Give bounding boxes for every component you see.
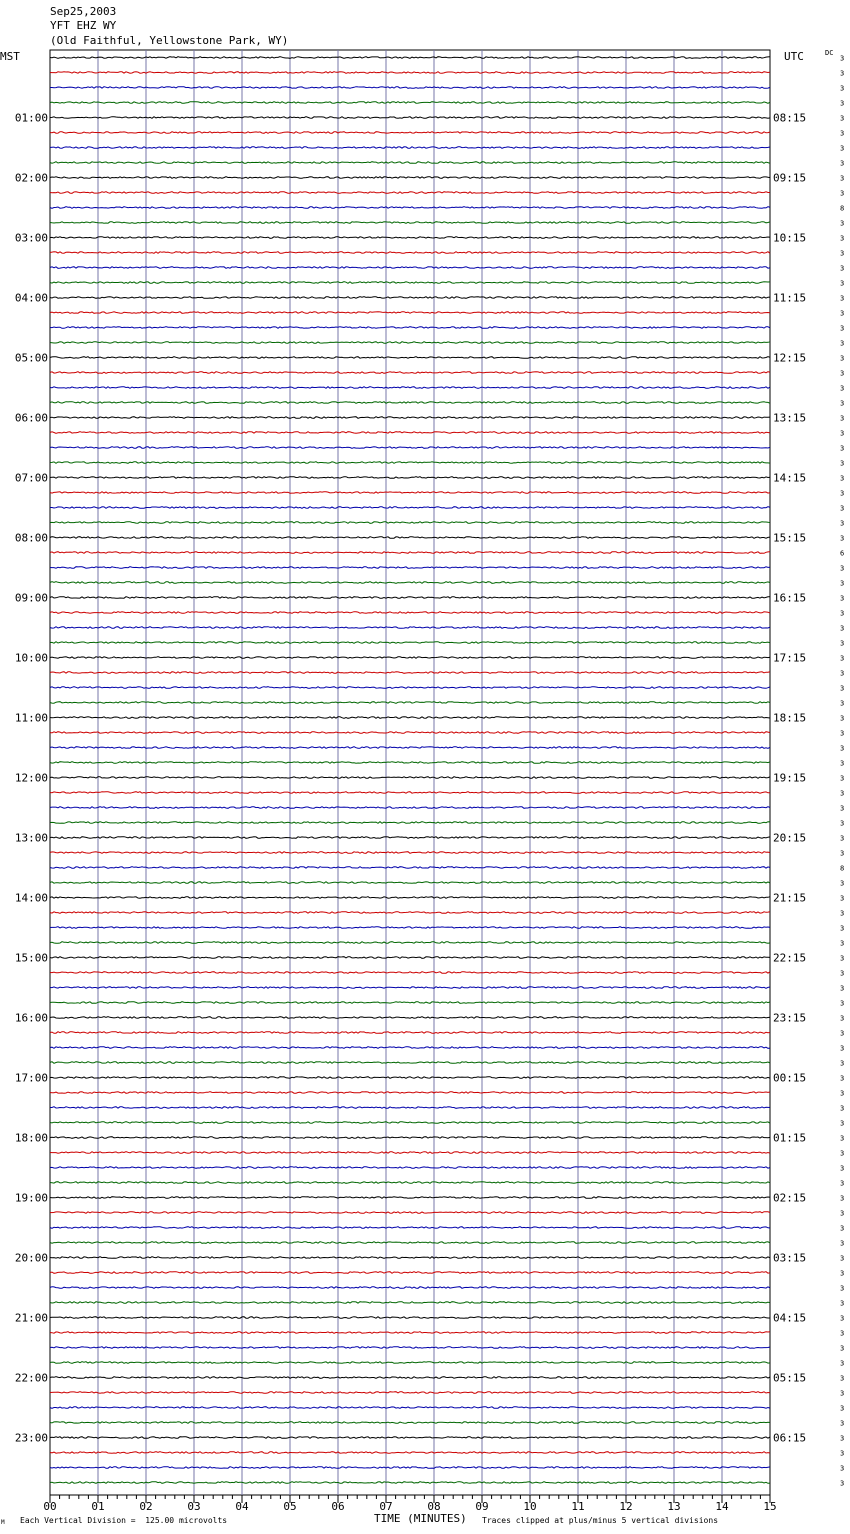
seismic-trace <box>50 1437 770 1439</box>
left-hour-label: 15:00 <box>14 951 48 965</box>
dc-value: 3 <box>840 1479 845 1488</box>
left-hour-label: 12:00 <box>14 771 48 785</box>
left-hour-label: 07:00 <box>14 471 48 485</box>
seismic-trace <box>50 417 770 419</box>
dc-value: 3 <box>840 144 845 153</box>
seismic-trace <box>50 1032 770 1034</box>
seismic-trace <box>50 357 770 359</box>
dc-value: 3 <box>840 249 845 258</box>
seismic-trace <box>50 822 770 824</box>
seismic-trace <box>50 1002 770 1004</box>
left-hour-label: 22:00 <box>14 1371 48 1385</box>
seismic-trace <box>50 1407 770 1409</box>
seismic-trace <box>50 462 770 464</box>
x-tick-label: 05 <box>283 1500 297 1513</box>
dc-value: 3 <box>840 54 845 63</box>
seismic-trace <box>50 432 770 434</box>
seismic-trace <box>50 1122 770 1124</box>
right-hour-label: 08:15 <box>773 111 807 125</box>
left-hour-label: 17:00 <box>14 1071 48 1085</box>
seismic-trace <box>50 387 770 389</box>
seismic-trace <box>50 1362 770 1364</box>
x-tick-label: 10 <box>523 1500 537 1513</box>
dc-value: 3 <box>840 309 845 318</box>
seismic-trace <box>50 672 770 674</box>
seismic-trace <box>50 1302 770 1304</box>
seismic-trace <box>50 87 770 89</box>
right-hour-label: 14:15 <box>773 471 807 485</box>
right-hour-label: 20:15 <box>773 831 807 845</box>
seismic-trace <box>50 162 770 164</box>
left-hour-label: 23:00 <box>14 1431 48 1445</box>
seismic-trace <box>50 372 770 374</box>
seismic-trace <box>50 1152 770 1154</box>
x-tick-label: 11 <box>571 1500 585 1513</box>
seismic-trace <box>50 1332 770 1334</box>
seismic-trace <box>50 642 770 644</box>
right-hour-label: 04:15 <box>773 1311 807 1325</box>
seismic-trace <box>50 1392 770 1394</box>
clip-note: Traces clipped at plus/minus 5 vertical divisions <box>482 1516 719 1525</box>
left-hour-label: 05:00 <box>14 351 48 365</box>
seismic-trace <box>50 567 770 569</box>
left-hour-label: 20:00 <box>14 1251 48 1265</box>
seismic-trace <box>50 1212 770 1214</box>
right-hour-label: 02:15 <box>773 1191 807 1205</box>
dc-value: 3 <box>840 594 845 603</box>
seismic-trace <box>50 1287 770 1289</box>
dc-value: 3 <box>840 354 845 363</box>
left-hour-label: 08:00 <box>14 531 48 545</box>
seismic-trace <box>50 987 770 989</box>
seismic-trace <box>50 222 770 224</box>
dc-value: 3 <box>840 669 845 678</box>
dc-header-label: DC <box>825 49 834 57</box>
seismic-trace <box>50 1272 770 1274</box>
dc-value: 3 <box>840 1434 845 1443</box>
left-hour-label: 01:00 <box>14 111 48 125</box>
dc-value: 3 <box>840 444 845 453</box>
seismic-trace <box>50 177 770 179</box>
dc-value: 3 <box>840 294 845 303</box>
dc-value: 3 <box>840 1344 845 1353</box>
dc-value: 3 <box>840 1299 845 1308</box>
dc-value: 3 <box>840 1449 845 1458</box>
seismic-trace <box>50 477 770 479</box>
dc-value: 3 <box>840 1119 845 1128</box>
seismic-trace <box>50 882 770 884</box>
seismic-trace <box>50 522 770 524</box>
seismic-trace <box>50 852 770 854</box>
dc-value: 3 <box>840 654 845 663</box>
right-hour-label: 03:15 <box>773 1251 807 1265</box>
seismic-trace <box>50 1467 770 1469</box>
seismic-trace <box>50 552 770 554</box>
dc-value: 3 <box>840 714 845 723</box>
left-hour-label: 13:00 <box>14 831 48 845</box>
dc-value: 3 <box>840 564 845 573</box>
seismic-trace <box>50 1482 770 1484</box>
dc-value: 3 <box>840 834 845 843</box>
dc-value: 3 <box>840 954 845 963</box>
seismic-trace <box>50 267 770 269</box>
right-hour-label: 00:15 <box>773 1071 807 1085</box>
dc-value: 3 <box>840 789 845 798</box>
x-tick-label: 04 <box>235 1500 249 1513</box>
seismic-trace <box>50 327 770 329</box>
dc-value: 3 <box>840 1209 845 1218</box>
seismic-trace <box>50 1017 770 1019</box>
dc-value: 3 <box>840 1419 845 1428</box>
dc-value: 8 <box>840 204 845 213</box>
dc-value: 3 <box>840 129 845 138</box>
dc-value: 3 <box>840 414 845 423</box>
seismic-trace <box>50 612 770 614</box>
left-hour-label: 14:00 <box>14 891 48 905</box>
seismic-trace <box>50 912 770 914</box>
seismic-trace <box>50 192 770 194</box>
seismic-trace <box>50 117 770 119</box>
dc-value: 3 <box>840 114 845 123</box>
seismic-trace <box>50 1197 770 1199</box>
seismic-trace <box>50 732 770 734</box>
left-hour-label: 04:00 <box>14 291 48 305</box>
dc-value: 3 <box>840 1089 845 1098</box>
dc-value: 3 <box>840 504 845 513</box>
dc-value: 3 <box>840 429 845 438</box>
dc-value: 3 <box>840 399 845 408</box>
seismic-trace <box>50 57 770 59</box>
seismic-trace <box>50 702 770 704</box>
seismic-trace <box>50 402 770 404</box>
seismic-trace <box>50 492 770 494</box>
seismic-trace <box>50 237 770 239</box>
right-hour-label: 13:15 <box>773 411 807 425</box>
dc-value: 3 <box>840 759 845 768</box>
right-hour-label: 12:15 <box>773 351 807 365</box>
dc-value: 3 <box>840 189 845 198</box>
x-tick-label: 07 <box>379 1500 393 1513</box>
left-hour-label: 11:00 <box>14 711 48 725</box>
seismic-trace <box>50 537 770 539</box>
seismic-trace <box>50 1092 770 1094</box>
left-hour-label: 18:00 <box>14 1131 48 1145</box>
dc-value: 3 <box>840 999 845 1008</box>
dc-value: 3 <box>840 324 845 333</box>
right-hour-label: 22:15 <box>773 951 807 965</box>
left-timezone-label: MST <box>0 50 20 63</box>
dc-value: 3 <box>840 279 845 288</box>
seismic-trace <box>50 972 770 974</box>
seismic-trace <box>50 867 770 869</box>
dc-value: 3 <box>840 1164 845 1173</box>
dc-value: 3 <box>840 699 845 708</box>
station-location: (Old Faithful, Yellowstone Park, WY) <box>50 34 289 47</box>
left-hour-label: 10:00 <box>14 651 48 665</box>
right-hour-label: 17:15 <box>773 651 807 665</box>
seismic-trace <box>50 252 770 254</box>
x-tick-label: 12 <box>619 1500 633 1513</box>
seismic-trace <box>50 1107 770 1109</box>
right-hour-label: 15:15 <box>773 531 807 545</box>
dc-value: 3 <box>840 1194 845 1203</box>
seismic-trace <box>50 102 770 104</box>
dc-value: 3 <box>840 684 845 693</box>
seismic-trace <box>50 687 770 689</box>
vertical-scale-note: Each Vertical Division = 125.00 microvolts <box>20 1516 228 1525</box>
seismic-trace <box>50 342 770 344</box>
dc-value: 3 <box>840 519 845 528</box>
dc-value: 3 <box>840 819 845 828</box>
left-hour-label: 16:00 <box>14 1011 48 1025</box>
dc-value: 3 <box>840 804 845 813</box>
right-hour-label: 18:15 <box>773 711 807 725</box>
seismic-trace <box>50 657 770 659</box>
right-hour-label: 10:15 <box>773 231 807 245</box>
dc-value: 3 <box>840 1224 845 1233</box>
seismic-trace <box>50 1167 770 1169</box>
dc-value: 3 <box>840 174 845 183</box>
dc-value: 3 <box>840 624 845 633</box>
dc-value: 3 <box>840 1239 845 1248</box>
dc-value: 3 <box>840 384 845 393</box>
x-tick-label: 06 <box>331 1500 345 1513</box>
dc-value: 3 <box>840 744 845 753</box>
right-hour-label: 16:15 <box>773 591 807 605</box>
corner-mark: M <box>1 1519 5 1526</box>
x-axis-title: TIME (MINUTES) <box>374 1512 467 1525</box>
seismic-trace <box>50 897 770 899</box>
dc-value: 3 <box>840 1059 845 1068</box>
dc-value: 3 <box>840 1389 845 1398</box>
seismic-trace <box>50 1317 770 1319</box>
left-hour-label: 06:00 <box>14 411 48 425</box>
dc-value: 3 <box>840 159 845 168</box>
right-hour-label: 06:15 <box>773 1431 807 1445</box>
right-timezone-label: UTC <box>784 50 804 63</box>
left-hour-label: 21:00 <box>14 1311 48 1325</box>
dc-value: 3 <box>840 1044 845 1053</box>
dc-value: 3 <box>840 1179 845 1188</box>
dc-value: 3 <box>840 639 845 648</box>
left-hour-label: 09:00 <box>14 591 48 605</box>
dc-value: 3 <box>840 474 845 483</box>
dc-value: 3 <box>840 459 845 468</box>
seismic-trace <box>50 447 770 449</box>
dc-value: 3 <box>840 1014 845 1023</box>
right-hour-label: 05:15 <box>773 1371 807 1385</box>
x-tick-label: 09 <box>475 1500 489 1513</box>
seismic-trace <box>50 297 770 299</box>
seismic-trace <box>50 942 770 944</box>
dc-value: 3 <box>840 924 845 933</box>
right-hour-label: 23:15 <box>773 1011 807 1025</box>
dc-value: 3 <box>840 609 845 618</box>
dc-value: 3 <box>840 489 845 498</box>
dc-value: 3 <box>840 264 845 273</box>
station-code: YFT EHZ WY <box>50 19 117 32</box>
seismic-trace <box>50 1062 770 1064</box>
x-tick-label: 00 <box>43 1500 57 1513</box>
seismic-trace <box>50 762 770 764</box>
seismic-trace <box>50 1137 770 1139</box>
seismic-trace <box>50 507 770 509</box>
seismic-trace <box>50 957 770 959</box>
seismic-trace <box>50 1377 770 1379</box>
seismic-trace <box>50 792 770 794</box>
seismic-trace <box>50 807 770 809</box>
dc-value: 3 <box>840 1149 845 1158</box>
dc-value: 3 <box>840 1314 845 1323</box>
x-tick-label: 15 <box>763 1500 777 1513</box>
dc-value: 3 <box>840 1029 845 1038</box>
seismic-trace <box>50 1242 770 1244</box>
x-tick-label: 01 <box>91 1500 105 1513</box>
dc-value: 3 <box>840 1104 845 1113</box>
seismic-trace <box>50 72 770 74</box>
dc-value: 3 <box>840 1269 845 1278</box>
dc-value: 3 <box>840 1329 845 1338</box>
dc-value: 3 <box>840 369 845 378</box>
seismic-trace <box>50 1077 770 1079</box>
x-tick-label: 03 <box>187 1500 201 1513</box>
right-hour-label: 01:15 <box>773 1131 807 1145</box>
dc-value: 3 <box>840 1404 845 1413</box>
dc-value: 3 <box>840 84 845 93</box>
dc-value: 3 <box>840 234 845 243</box>
dc-value: 3 <box>840 774 845 783</box>
seismic-trace <box>50 1347 770 1349</box>
seismic-trace <box>50 132 770 134</box>
dc-value: 3 <box>840 729 845 738</box>
seismic-trace <box>50 627 770 629</box>
seismic-trace <box>50 837 770 839</box>
dc-value: 3 <box>840 1359 845 1368</box>
left-hour-label: 03:00 <box>14 231 48 245</box>
seismic-trace <box>50 1422 770 1424</box>
dc-value: 3 <box>840 1074 845 1083</box>
seismic-trace <box>50 1257 770 1259</box>
x-tick-label: 14 <box>715 1500 729 1513</box>
left-hour-label: 19:00 <box>14 1191 48 1205</box>
right-hour-label: 19:15 <box>773 771 807 785</box>
seismic-trace <box>50 777 770 779</box>
seismic-trace <box>50 147 770 149</box>
dc-value: 3 <box>840 534 845 543</box>
dc-value: 3 <box>840 1254 845 1263</box>
seismic-trace <box>50 1452 770 1454</box>
right-hour-label: 09:15 <box>773 171 807 185</box>
plot-date: Sep25,2003 <box>50 5 117 18</box>
dc-value: 3 <box>840 909 845 918</box>
dc-value: 3 <box>840 1284 845 1293</box>
right-hour-label: 11:15 <box>773 291 807 305</box>
dc-value: 3 <box>840 969 845 978</box>
seismic-trace <box>50 282 770 284</box>
dc-value: 3 <box>840 339 845 348</box>
dc-value: 3 <box>840 984 845 993</box>
dc-value: 3 <box>840 1464 845 1473</box>
seismic-trace <box>50 717 770 719</box>
dc-value: 3 <box>840 69 845 78</box>
seismic-trace <box>50 597 770 599</box>
dc-value: 3 <box>840 1374 845 1383</box>
dc-value: 3 <box>840 1134 845 1143</box>
dc-value: 3 <box>840 894 845 903</box>
seismic-trace <box>50 312 770 314</box>
x-tick-label: 02 <box>139 1500 153 1513</box>
seismic-trace <box>50 927 770 929</box>
dc-value: 3 <box>840 579 845 588</box>
seismic-trace <box>50 747 770 749</box>
dc-value: 3 <box>840 939 845 948</box>
seismic-trace <box>50 1227 770 1229</box>
seismic-trace <box>50 1182 770 1184</box>
x-tick-label: 08 <box>427 1500 441 1513</box>
dc-value: 3 <box>840 879 845 888</box>
dc-value: 3 <box>840 99 845 108</box>
left-hour-label: 02:00 <box>14 171 48 185</box>
x-tick-label: 13 <box>667 1500 681 1513</box>
seismic-trace <box>50 1047 770 1049</box>
seismic-trace <box>50 582 770 584</box>
dc-value: 6 <box>840 549 845 558</box>
right-hour-label: 21:15 <box>773 891 807 905</box>
dc-value: 8 <box>840 864 845 873</box>
dc-value: 3 <box>840 849 845 858</box>
dc-value: 3 <box>840 219 845 228</box>
seismic-trace <box>50 207 770 209</box>
